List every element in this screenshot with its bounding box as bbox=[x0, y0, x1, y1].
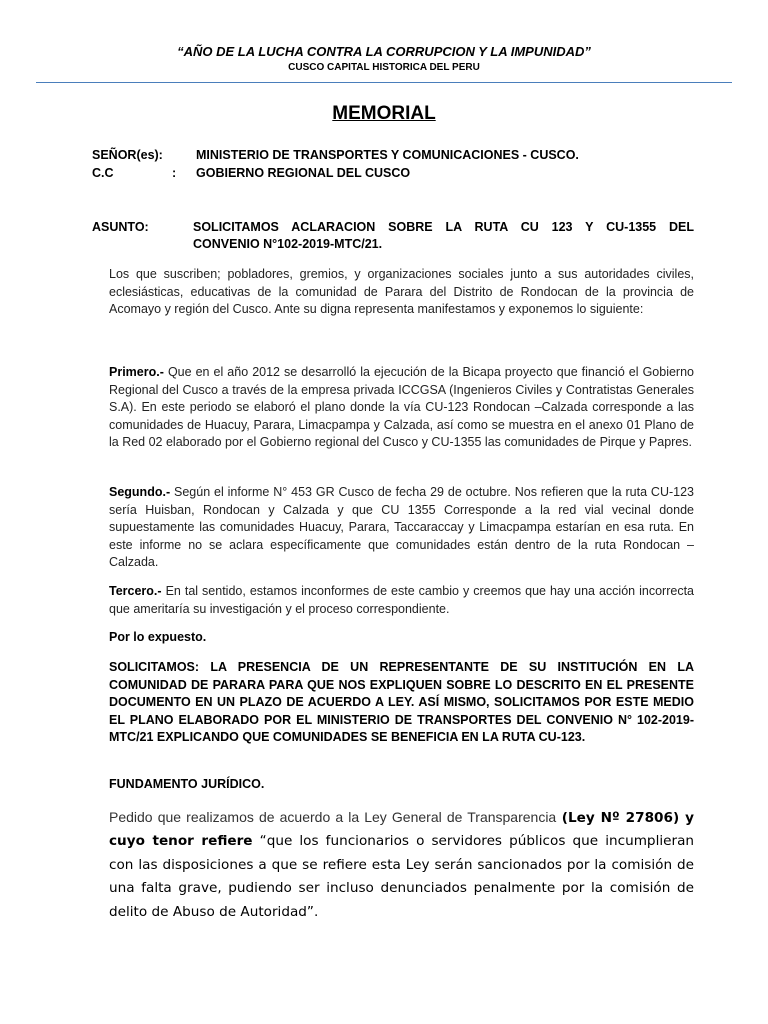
pedido-quote: “que los funcionarios o servidores públicos que incumplieran con las disposiciones a que se refiere esta Ley serán sancionados por la comisión de una falta grave, pudiendo ser incluso denunciados penalmente por la comisión de delito de Abuso de Autoridad”. bbox=[109, 833, 695, 920]
document-title: MEMORIAL bbox=[332, 103, 436, 124]
cc-value: GOBIERNO REGIONAL DEL CUSCO bbox=[196, 166, 411, 180]
solicitamos-paragraph: SOLICITAMOS: LA PRESENCIA DE UN REPRESENTANTE DE SU INSTITUCIÓN EN LA COMUNIDAD DE PARARA PARA QUE NOS EXPLIQUEN SOBRE LO DESCRITO EN EL PRESENTE DOCUMENTO EN UN PLAZO DE ACUERDO A LEY. ASÍ MISMO, SOLICITAMOS POR ESTE MEDIO EL PLANO ELABORADO POR EL MINISTERIO DE TRANSPORTES DEL CONVENIO N° 102-2019-MTC/21 EXPLICANDO QUE COMUNIDADES SE BENEFICIA EN LA RUTA CU-123. bbox=[109, 660, 694, 745]
primero-text: Que en el año 2012 se desarrolló la ejecución de la Bicapa proyecto que financió el Gobierno Regional del Cusco a través de la empresa privada ICCGSA (Ingenieros Civiles y Contratistas Generales S.A). En este periodo se elaboró el plano donde la vía CU-123 Rondocan –Calzada corresponde a las comunidades de Huacuy, Parara, Limacpampa y Calzada, así como se muestra en el anexo 01 Plano de la Red 02 elaborado por el Gobierno regional del Cusco y CU-1355 las comunidades de Pirque y Papres. bbox=[109, 365, 694, 449]
recipient-value: MINISTERIO DE TRANSPORTES Y COMUNICACIONES - CUSCO. bbox=[196, 148, 579, 162]
pedido-law: (Ley Nº 27806) y cuyo tenor refiere bbox=[109, 810, 694, 850]
tercero-text: En tal sentido, estamos inconformes de este cambio y creemos que hay una acción incorrecta que ameritaría su investigación y el proceso correspondiente. bbox=[109, 584, 694, 616]
pedido-lead: Pedido que realizamos de acuerdo a la Ley General de Transparencia bbox=[109, 809, 557, 825]
cc-label: C.C bbox=[92, 166, 114, 180]
por-lo-expuesto: Por lo expuesto. bbox=[109, 630, 207, 644]
subject-block bbox=[92, 219, 694, 253]
fundamento-heading: FUNDAMENTO JURÍDICO. bbox=[109, 777, 265, 791]
cc-colon: : bbox=[172, 166, 177, 180]
primero-label: Primero.- bbox=[109, 365, 164, 379]
intro-paragraph: Los que suscriben; pobladores, gremios, y organizaciones sociales junto a sus autoridades civiles, eclesiásticas, educativas de la comunidad de Parara del Distrito de Rondocan de la provincia de Acomayo y región del Cusco. Ante su digna representa manifestamos y exponemos lo siguiente: bbox=[109, 267, 694, 316]
header-city: CUSCO CAPITAL HISTORICA DEL PERU bbox=[288, 62, 480, 73]
segundo-label: Segundo.- bbox=[109, 485, 171, 499]
header-motto: “AÑO DE LA LUCHA CONTRA LA CORRUPCION Y LA IMPUNIDAD” bbox=[177, 44, 591, 59]
subject-label: ASUNTO: bbox=[92, 220, 149, 234]
pedido-paragraph bbox=[109, 806, 694, 924]
subject-line-2: CONVENIO N°102-2019-MTC/21. bbox=[193, 237, 383, 251]
segundo-text: Según el informe N° 453 GR Cusco de fecha 29 de octubre. Nos refieren que la ruta CU-123 sería Huisban, Rondocan y Calzada y que CU 1355 Corresponde a la red vial vecinal donde supuestamente las comunidades Huacuy, Parara, Taccaraccay y Limacpampa estarían en esa ruta. En este informe no se aclara específicamente que comunidades están dentro de la ruta Rondocan –Calzada. bbox=[109, 485, 694, 569]
subject-line-1: SOLICITAMOS ACLARACION SOBRE LA RUTA CU 123 Y CU-1355 DEL bbox=[193, 220, 694, 234]
paragraph-segundo bbox=[109, 484, 694, 572]
recipient-label: SEÑOR(es): bbox=[92, 148, 163, 162]
paragraph-primero bbox=[109, 364, 694, 452]
paragraph-tercero bbox=[109, 583, 694, 618]
tercero-label: Tercero.- bbox=[109, 584, 162, 598]
recipient-line bbox=[92, 148, 579, 162]
header-divider bbox=[36, 82, 732, 83]
cc-line bbox=[92, 166, 410, 180]
